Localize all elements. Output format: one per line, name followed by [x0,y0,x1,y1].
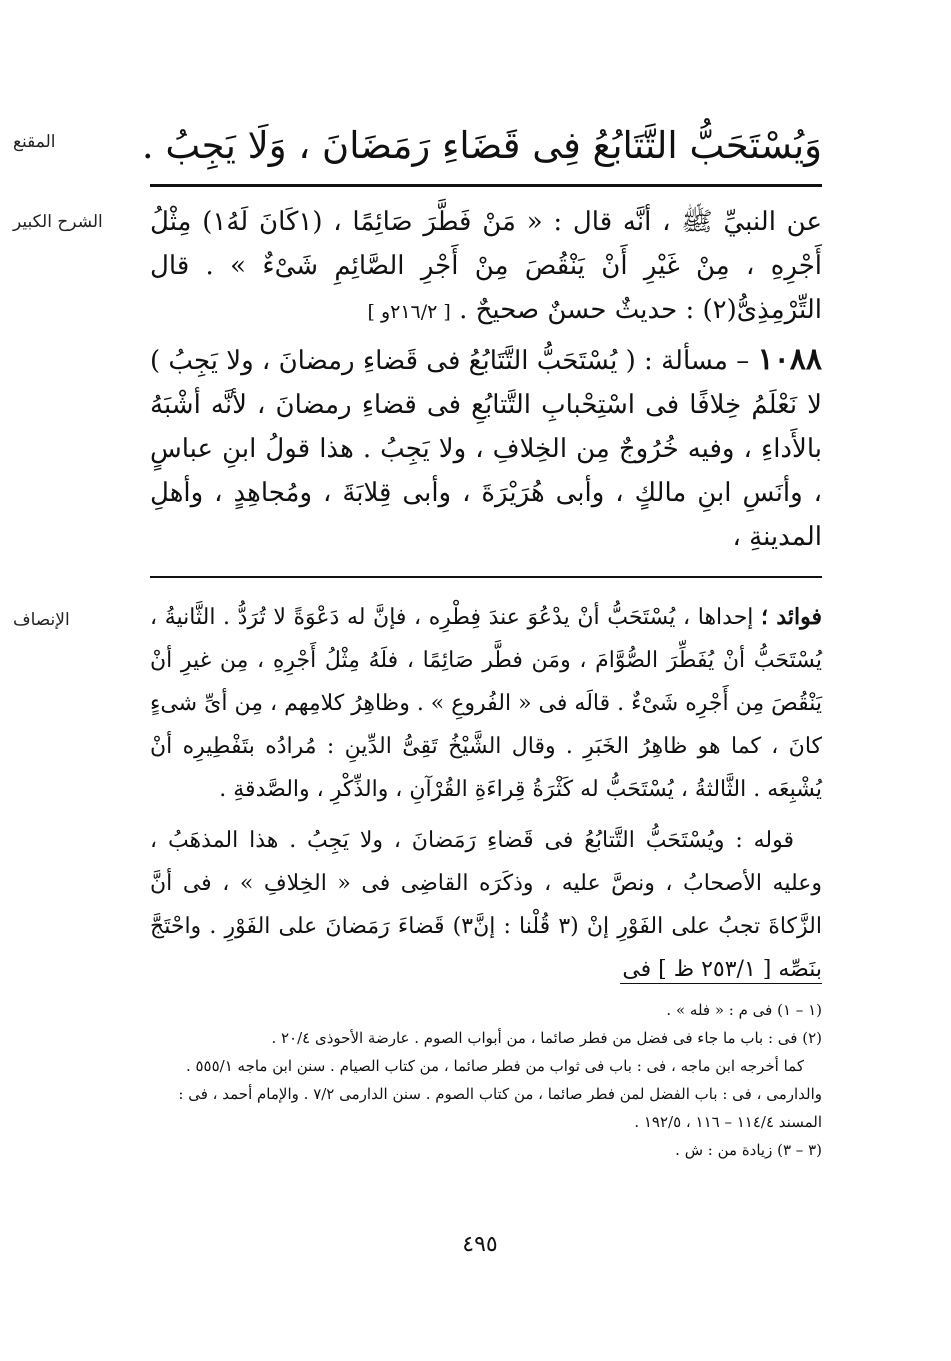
masala-body: لا نَعْلَمُ خِلافًا فى اسْتِحْبابِ التَّتابُعِ فى قضاءِ رمضانَ ، لأنَّه أشْبَهُ بالأَداءِ ، وفيه خُرُوجٌ مِن الخِلافِ ، ولا يَجِبُ . هذا قولُ ابنِ عباسٍ ، وأنَسِ ابنِ مالكٍ ، وأبى هُرَيْرَةَ ، وأبى قِلابَةَ ، ومُجاهِدٍ ، وأهلِ المدينةِ ، [150,390,822,552]
footnote-rule [620,983,822,984]
footnote-item: المسند ١١٤/٤ – ١١٦ ، ١٩٢/٥ . [634,1113,822,1131]
side-label-insaf: الإنصاف [13,610,70,630]
fawaid-body: إحداها ، يُسْتَحَبُّ أنْ يدْعُوَ عندَ فِطْرِه ، فإنَّ له دَعْوَةً لا تُرَدُّ . الثَّانيةُ ، يُسْتَحَبُّ أنْ يُفَطِّرَ الصُّوَّامَ ، ومَن فطَّر صَائِمًا ، فلَهُ مِثْلُ أَجْرِهِ ، مِن غيرِ أنْ يَنْقُصَ مِن أَجْرِه شَىْءٌ . قالَه فى « الفُروعِ » . وظاهِرُ كلامِهم ، مِن أىِّ شىءٍ كانَ ، كما هو ظاهِرُ الخَبَرِ . وقال الشَّيْخُ تَقِىُّ الدِّينِ : مُرادُه بتَفْطِيرِه أنْ يُشْبِعَه . الثَّالثةُ ، يُسْتَحَبُّ له كَثْرَةُ قِراءَةِ القُرْآنِ ، والذِّكْرِ ، والصَّدقةِ . [150,605,822,802]
qawluhu-paragraph [150,819,822,991]
masala-paragraph [150,338,822,559]
masala-title: – مسألة : ( يُسْتَحَبُّ التَّتَابُعُ فى قَضاءِ رمضانَ ، ولا يَجِبُ ) [150,346,750,376]
footnote-item: (٢) فى : باب ما جاء فى فضل من فطر صائما ، من أبواب الصوم . عارضة الأحوذى ٢٠/٤ . [271,1029,822,1047]
footnote-item: (١ – ١) فى م : « فله » . [666,1001,822,1019]
footnotes [150,996,822,1164]
sharh-hadith-text: عن النبيِّ ﷺ ، أنَّه قال : « مَنْ فَطَّرَ صَائِمًا ، (١كَانَ لَهُ١) مِثْلُ أَجْرِهِ ، مِنْ غَيْرِ أَنْ يَنْقُصَ مِنْ أَجْرِ الصَّائِمِ شَىْءٌ » . قال التِّرْمِذِىُّ(٢) : حديثٌ حسنٌ صحيحٌ . [150,207,822,325]
page-number: ٤٩٥ [462,1232,498,1257]
masala-number: ١٠٨٨ [757,342,822,377]
side-label-muqni: المقنع [13,132,56,152]
fawaid-label: فوائد ؛ [761,604,822,630]
muqni-text: وَيُسْتَحَبُّ التَّتَابُعُ فِى قَضَاءِ رَمَضَانَ ، وَلَا يَجِبُ . [141,124,822,167]
insaf-section [150,596,822,991]
side-label-sharh: الشرح الكبير [13,212,103,232]
sharh-hadith-paragraph [150,200,822,334]
section-divider [150,576,822,578]
footnote-item: (٣ – ٣) زيادة من : ش . [675,1141,822,1159]
fawaid-paragraph [150,596,822,811]
footnote-item: والدارمى ، فى : باب الفضل لمن فطر صائما ، من كتاب الصوم . سنن الدارمى ٧/٢ . والإمام أحمد ، فى : [178,1085,822,1103]
footnote-item: كما أخرجه ابن ماجه ، فى : باب فى ثواب من فطر صائما ، من كتاب الصيام . سنن ابن ماجه ٥٥٥/١ . [185,1057,804,1075]
sharh-section [150,200,822,559]
qawluhu-text: قوله : ويُسْتَحَبُّ التَّتابُعُ فى قَضاءِ رَمَضانَ ، ولا يَجِبُ . هذا المذهَبُ ، وعليه الأصحابُ ، ونصَّ عليه ، وذكَرَه القاضِى فى « الخِلافِ » ، فى أنَّ الزَّكاةَ تجبُ على الفَوْرِ إنْ (٣ قُلْنا : إنَّ٣) قَضاءَ رَمَضانَ على الفَوْرِ . واحْتَجَّ بنَصِّه [ ٢٥٣/١ ظ ] فى [150,828,822,982]
header-divider [150,184,822,187]
sharh-page-ref: [ ٢١٦/٢و ] [367,301,451,323]
